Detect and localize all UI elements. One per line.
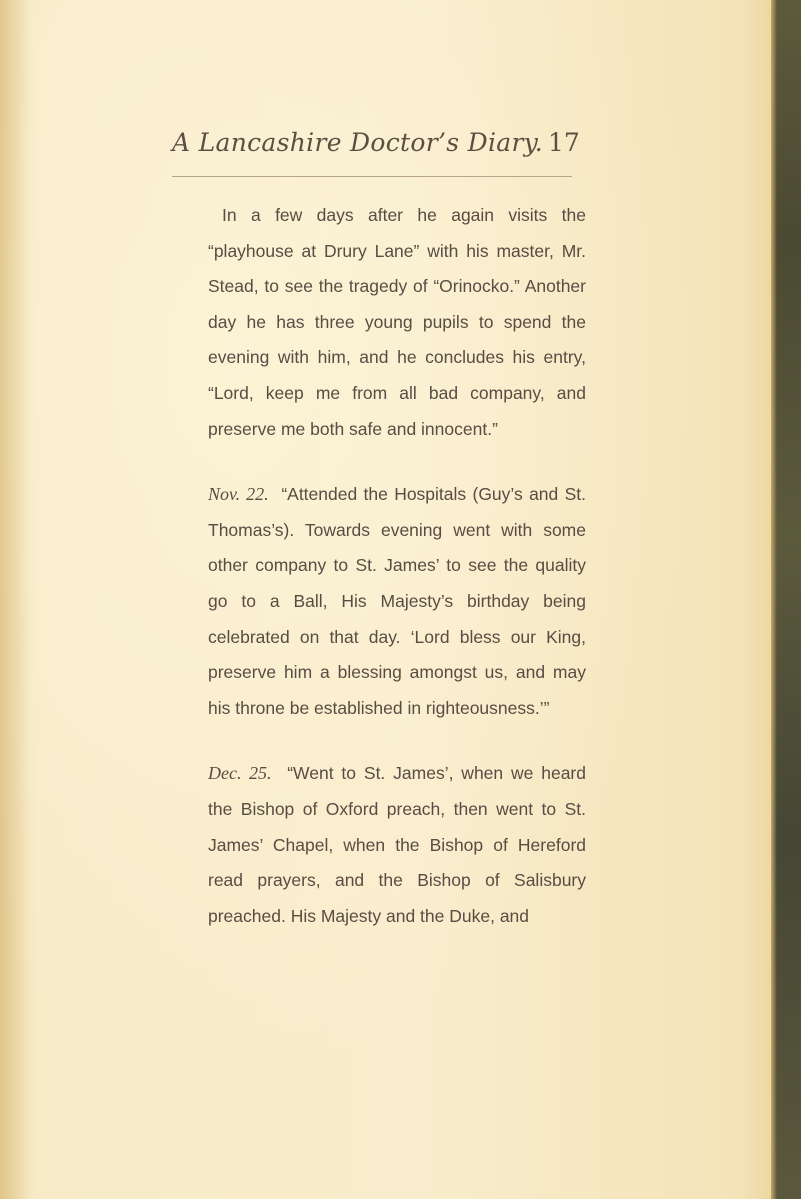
body-text — [208, 198, 586, 934]
header-rule — [172, 176, 572, 177]
page-number: 17 — [548, 128, 580, 157]
entry-text: “Attended the Hospitals (Guy’s and St. Thomas’s). Towards evening went with some other company to St. James’ to see the quality go to a Ball, His Majesty’s birthday being celebrated on that day. ‘Lord bless our King, preserve him a blessing amongst us, and may his throne be established in righteousness.’” — [208, 484, 586, 718]
paragraph-playhouse: In a few days after he again visits the “playhouse at Drury Lane” with his master, Mr. Stead, to see the tragedy of “Orinocko.” Another day he has three young pupils to spend the evening with him, and he concludes his entry, “Lord, keep me from all bad company, and preserve me both safe and innocent.” — [208, 205, 586, 439]
paragraph-nov-22 — [208, 477, 586, 726]
entry-text: “Went to St. James’, when we heard the Bishop of Oxford preach, then went to St. James’ Chapel, when the Bishop of Hereford read prayers, and the Bishop of Salisbury preached. His Majesty and the Duke, and — [208, 763, 586, 926]
page-edge-strip — [771, 0, 801, 1199]
gutter-shadow — [0, 0, 30, 1199]
running-title: A Lancashire Doctor’s Diary. — [172, 128, 544, 157]
paragraph-dec-25 — [208, 756, 586, 934]
entry-date: Dec. 25. — [208, 763, 272, 784]
entry-date: Nov. 22. — [208, 484, 269, 505]
